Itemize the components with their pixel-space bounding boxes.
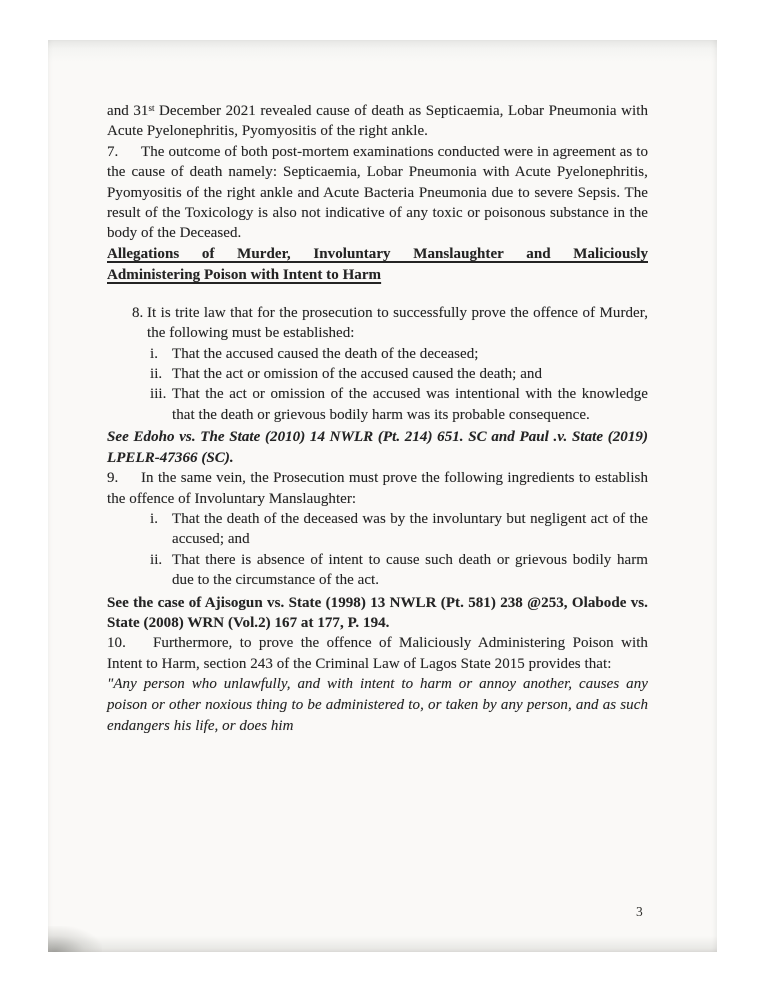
section-heading — [107, 244, 648, 287]
list-item — [107, 509, 648, 550]
paragraph-10 — [107, 633, 648, 674]
paragraph-8-text: It is trite law that for the prosecution to successfully prove the offence of Murder, the following must be established: — [147, 304, 648, 342]
paragraph-8 — [107, 303, 648, 344]
murder-elements-list — [107, 344, 648, 426]
scanned-document-page — [48, 40, 717, 952]
ordinal-superscript: st — [148, 103, 155, 113]
paragraph-7-number: 7. — [107, 143, 119, 160]
manslaughter-elements-list — [107, 509, 648, 591]
paragraph-7-text: The outcome of both post-mortem examinations conducted were in agreement as to the cause of death namely: Septicaemia, Lobar Pneumonia with Acute Pyelonephritis, Pyomyositis of the right ankle and Acute Bacteria Pneumonia due to severe Sepsis. The result of the Toxicology is also not indicative of any toxic or poisonous substance in the body of the Deceased. — [107, 143, 648, 242]
paragraph-10-number: 10. — [107, 635, 126, 652]
continuation-text-rest: December 2021 revealed cause of death as Septicaemia, Lobar Pneumonia with Acute Pyelonephritis, Pyomyositis of the right ankle. — [107, 103, 648, 140]
list-item-marker: ii. — [150, 366, 163, 383]
list-item-text: That the act or omission of the accused was intentional with the knowledge that the death or grievous bodily harm was its probable consequence. — [172, 386, 648, 423]
continuation-text-start: and 31 — [107, 103, 149, 119]
section-heading-line-2: Administering Poison with Intent to Harm — [107, 267, 382, 284]
paragraph-9-text: In the same vein, the Prosecution must prove the following ingredients to establish the offence of Involuntary Manslaughter: — [107, 470, 648, 507]
list-item-text: That the act or omission of the accused caused the death; and — [172, 366, 542, 383]
paragraph-8-number: 8. — [132, 304, 144, 321]
list-item-text: That there is absence of intent to cause such death or grievous bodily harm due to the circumstance of the act. — [172, 551, 648, 589]
paragraph-10-text: Furthermore, to prove the offence of Maliciously Administering Poison with Intent to Harm, section 243 of the Criminal Law of Lagos State 2015 provides that: — [107, 635, 648, 672]
paragraph-9-number: 9. — [107, 470, 119, 487]
list-item — [107, 550, 648, 591]
list-item — [107, 384, 648, 425]
list-item-text: That the accused caused the death of the deceased; — [172, 345, 479, 362]
case-citation-murder: See Edoho vs. The State (2010) 14 NWLR (Pt. 214) 651. SC and Paul .v. State (2019) LPELR-47366 (SC). — [107, 429, 648, 466]
statute-quotation: "Any person who unlawfully, and with intent to harm or annoy another, causes any poison or other noxious thing to be administered to, or taken by any person, and as such endangers his life, or does him — [107, 676, 648, 735]
paragraph-9 — [107, 468, 648, 509]
list-item-marker: i. — [150, 510, 159, 527]
case-citation-manslaughter: See the case of Ajisogun vs. State (1998) 13 NWLR (Pt. 581) 238 @253, Olabode vs. State (2008) WRN (Vol.2) 167 at 177, P. 194. — [107, 594, 648, 631]
list-item-marker: iii. — [150, 386, 167, 403]
paragraph-continuation — [107, 98, 648, 142]
section-heading-line-1: Allegations of Murder, Involuntary Manslaughter and Maliciously — [107, 245, 648, 262]
scan-corner-smudge — [48, 926, 102, 952]
list-item-text: That the death of the deceased was by the involuntary but negligent act of the accused; and — [172, 510, 648, 548]
list-item — [107, 364, 648, 384]
list-item-marker: ii. — [150, 551, 163, 568]
page-text-block — [107, 98, 648, 737]
page-number: 3 — [636, 904, 643, 919]
list-item-marker: i. — [150, 345, 159, 362]
list-item — [107, 344, 648, 364]
paragraph-7 — [107, 142, 648, 244]
